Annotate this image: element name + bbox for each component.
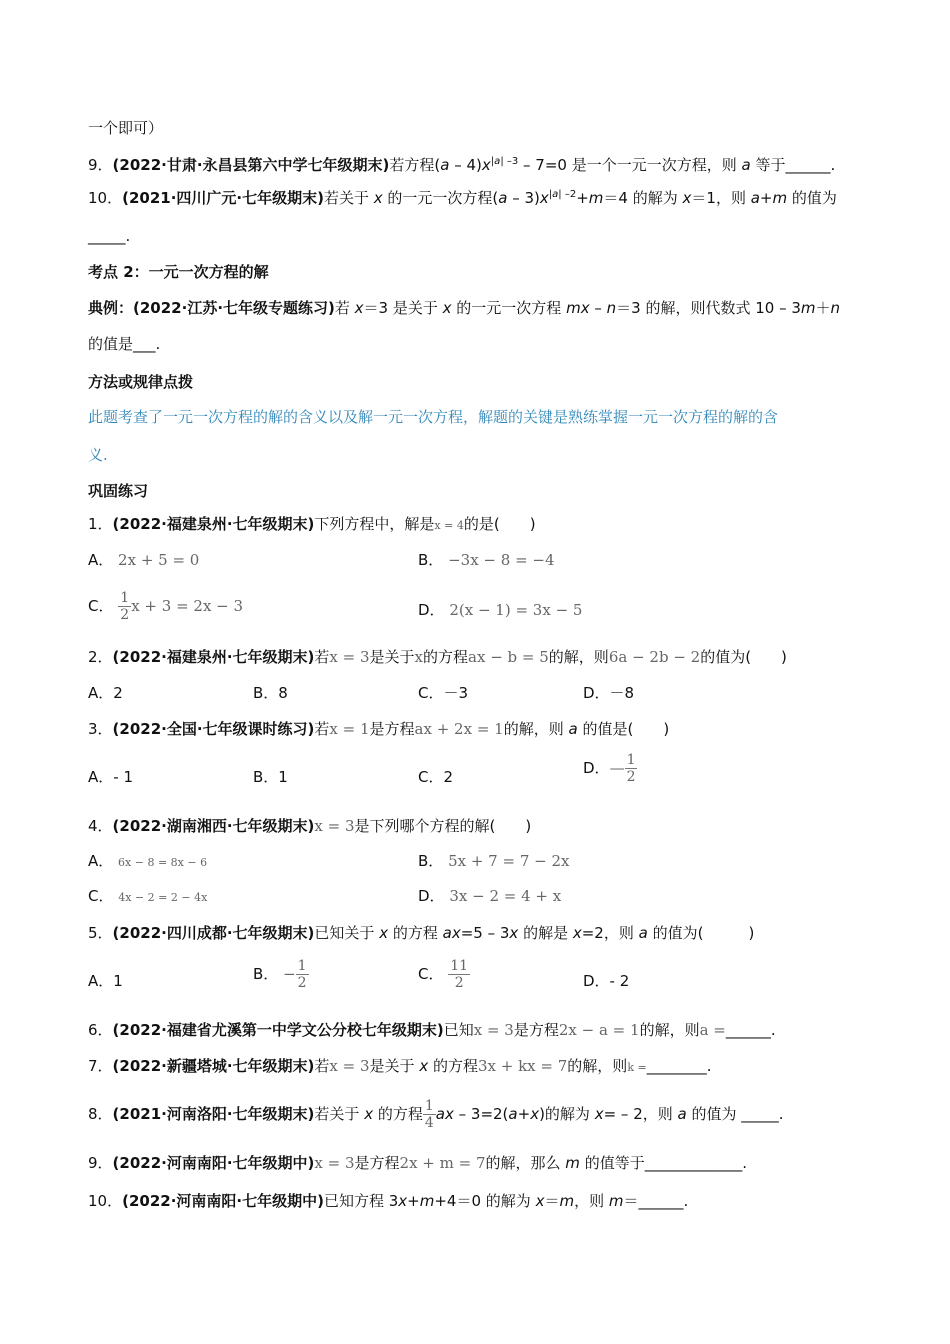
example-line-1: 典例：(2022·江苏·七年级专题练习)若 x＝3 是关于 x 的一元一次方程 mx – n＝3 的解，则代数式 10 – 3m＋n	[88, 299, 841, 317]
question-6: 6．(2022·福建省尤溪第一中学文公分校七年级期末)已知x = 3是方程2x − a = 1的解，则a =______.	[88, 1021, 776, 1039]
question-9: 9．(2022·河南南阳·七年级期中)x = 3是方程2x + m = 7的解，那么 m 的值等于_____________.	[88, 1154, 747, 1172]
q3-option-a[interactable]: A．- 1	[88, 768, 133, 786]
q1-option-d[interactable]: D． 2(x − 1) = 3x − 5	[418, 601, 583, 619]
q2-option-d[interactable]: D．－8	[583, 684, 635, 702]
q5-option-a[interactable]: A．1	[88, 972, 123, 990]
question-4: 4．(2022·湖南湘西·七年级期末)x = 3是下列哪个方程的解( )	[88, 817, 532, 835]
method-text-1: 此题考查了一元一次方程的解的含义以及解一元一次方程，解题的关键是熟练掌握一元一次方程的解的含	[88, 408, 779, 426]
question-3: 3．(2022·全国·七年级课时练习)若x = 1是方程ax + 2x = 1的解，则 a 的值是( )	[88, 720, 670, 738]
q5-option-c[interactable]: C． $\frac{11}{2}$	[418, 958, 469, 991]
q2-option-c[interactable]: C．－3	[418, 684, 469, 702]
q2-option-a[interactable]: A．2	[88, 684, 123, 702]
question-10: 10．(2022·河南南阳·七年级期中)已知方程 3x+m+4＝0 的解为 x＝m，则 m＝______.	[88, 1192, 689, 1210]
example-line-2: 的值是___.	[88, 335, 161, 353]
q1-option-c[interactable]: C． $\frac{1}{2}$ x + 3 = 2x − 3	[88, 590, 244, 623]
practice-title: 巩固练习	[88, 482, 149, 500]
q5-option-b[interactable]: B． − $\frac{1}{2}$	[253, 958, 307, 991]
q3-option-d[interactable]: D．— $\frac{1}{2}$	[583, 752, 636, 785]
question-2: 2．(2022·福建泉州·七年级期末)若x = 3是关于x的方程ax − b = 5的解，则6a − 2b − 2的值为( )	[88, 648, 787, 666]
top-fragment: 一个即可）	[88, 119, 164, 137]
section-title: 考点 2：一元一次方程的解	[88, 263, 269, 281]
q4-option-d[interactable]: D． 3x − 2 = 4 + x	[418, 887, 562, 905]
prev-question-10-blank: _____.	[88, 227, 131, 245]
question-1: 1．(2022·福建泉州·七年级期末)下列方程中，解是x = 4的是( )	[88, 515, 536, 533]
q1-option-b[interactable]: B． −3x − 8 = −4	[418, 551, 555, 569]
q5-option-d[interactable]: D．- 2	[583, 972, 630, 990]
prev-question-10: 10．(2021·四川广元·七年级期末)若关于 x 的一元一次方程$(a - 3)x^{|a| -2}+m=4$ 的解为 x＝1，则 a+m 的值为	[88, 189, 837, 207]
q2-option-b[interactable]: B．8	[253, 684, 288, 702]
q4-option-b[interactable]: B． 5x + 7 = 7 − 2x	[418, 852, 570, 870]
method-title: 方法或规律点拨	[88, 373, 194, 391]
q3-option-c[interactable]: C．2	[418, 768, 454, 786]
prev-question-9: 9．(2022·甘肃·永昌县第六中学七年级期末)若方程$(a - 4)x^{|a| -3} - 7=0$ 是一个一元一次方程，则 a 等于______.	[88, 156, 836, 174]
q1-option-a[interactable]: A． 2x + 5 = 0	[88, 551, 200, 569]
q4-option-a[interactable]: A． 6x − 8 = 8x − 6	[88, 852, 208, 870]
question-5: 5．(2022·四川成都·七年级期末)已知关于 x 的方程 ax=5 – 3x 的解是 x=2，则 a 的值为( )	[88, 924, 755, 942]
q3-option-b[interactable]: B．1	[253, 768, 288, 786]
question-8: 8．(2021·河南洛阳·七年级期末)若关于 x 的方程 $\frac{1}{4}$ ax – 3=2(a+x)的解为 x= – 2，则 a 的值为 _____.	[88, 1098, 784, 1131]
method-text-2: 义.	[88, 446, 108, 464]
q4-option-c[interactable]: C． 4x − 2 = 2 − 4x	[88, 887, 208, 905]
question-7: 7．(2022·新疆塔城·七年级期末)若x = 3是关于 x 的方程3x + kx = 7的解，则k =________.	[88, 1057, 712, 1075]
